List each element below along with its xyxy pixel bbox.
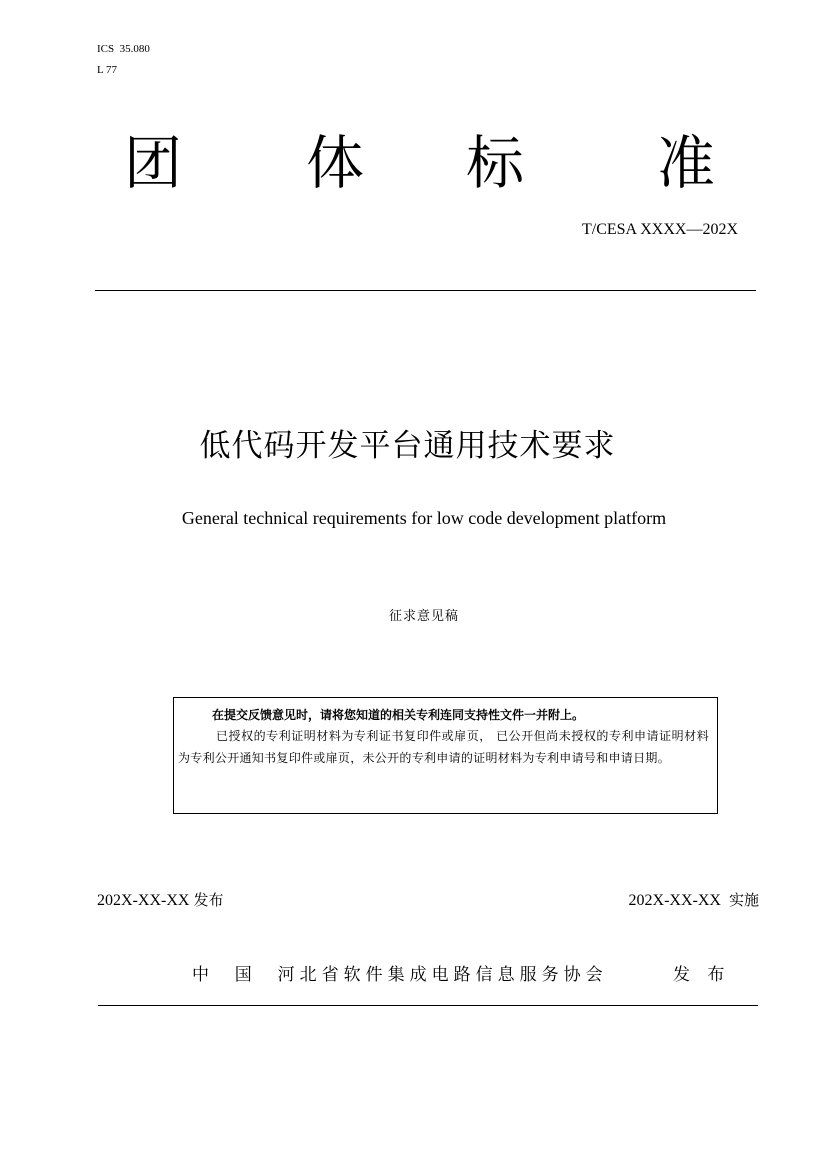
classification-code: L 77: [97, 64, 118, 76]
implement-date-label: 实施: [728, 891, 759, 909]
patent-notice-box: [173, 697, 718, 814]
publish-word: 发 布: [673, 965, 731, 985]
implement-date-value: 202X-XX-XX: [628, 892, 721, 909]
publish-date-value: 202X-XX-XX: [97, 892, 190, 909]
ics-code: ICS 35.080: [97, 43, 150, 55]
publish-date: [97, 889, 223, 912]
bottom-divider: [98, 1005, 758, 1006]
top-divider: [95, 290, 756, 291]
masthead-char-2: 体: [306, 129, 365, 197]
notice-body-text: 已授权的专利证明材料为专利证书复印件或扉页， 已公开但尚未授权的专利申请证明材料为专利公开通知书复印件或扉页，未公开的专利申请的证明材料为专利申请号和申请日期。: [178, 729, 709, 765]
publish-date-label: 发布: [193, 891, 224, 909]
publisher-name: 中 国 河北省软件集成电路信息服务协会: [192, 965, 608, 985]
document-title-en: General technical requirements for low code development platform: [181, 508, 667, 528]
draft-status-label: 征求意见稿: [388, 609, 459, 624]
notice-bold-line: 在提交反馈意见时，请将您知道的相关专利连同支持性文件一并附上。: [212, 708, 585, 722]
standard-number: T/CESA XXXX—202X: [581, 221, 738, 238]
implement-date: [629, 889, 759, 912]
document-title-cn: 低代码开发平台通用技术要求: [199, 428, 616, 464]
masthead-char-4: 准: [657, 129, 716, 197]
masthead-char-3: 标: [466, 129, 525, 197]
masthead-char-1: 团: [124, 129, 183, 197]
